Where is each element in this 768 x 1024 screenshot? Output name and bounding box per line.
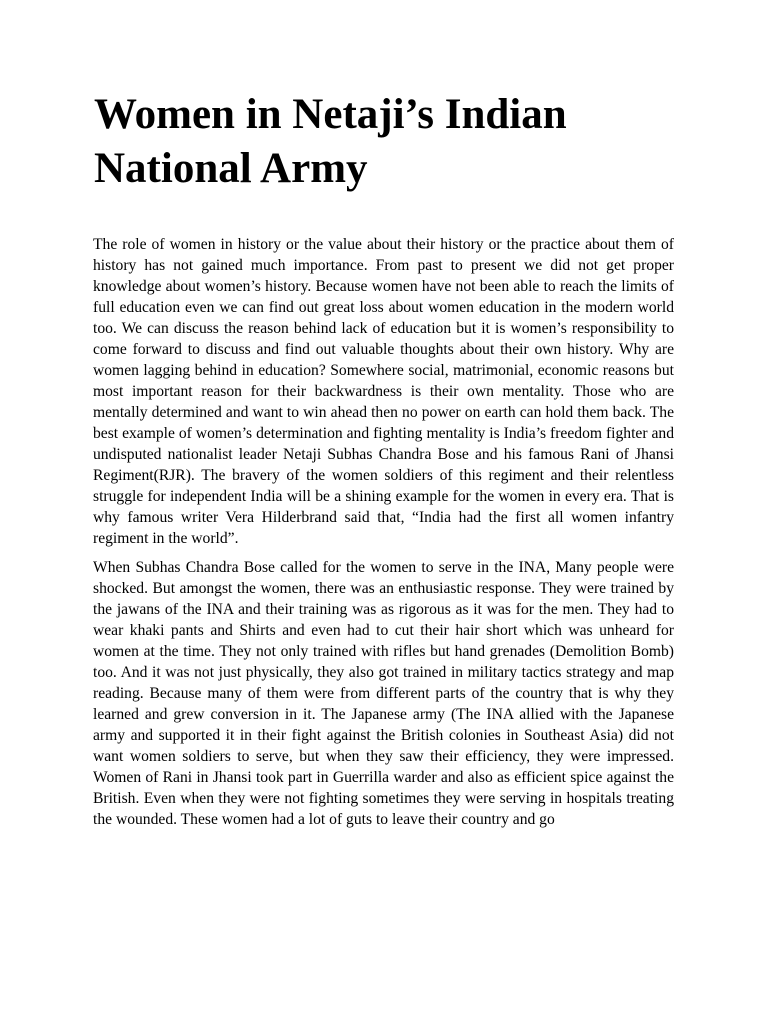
page-title: Women in Netaji’s Indian National Army [94, 91, 567, 192]
document-body [93, 234, 674, 838]
paragraph: When Subhas Chandra Bose called for the women to serve in the INA, Many people were shocked. But amongst the women, there was an enthusiastic response. They were trained by the jawans of the INA and their training was as rigorous as it was for the men. They had to wear khaki pants and Shirts and even had to cut their hair short which was unheard for women at the time. They not only trained with rifles but hand grenades (Demolition Bomb) too. And it was not just physically, they also got trained in military tactics strategy and map reading. Because many of them were from different parts of the country that is why they learned and grew conversion in it. The Japanese army (The INA allied with the Japanese army and supported it in their fight against the British colonies in Southeast Asia) did not want women soldiers to serve, but when they saw their efficiency, they were impressed. Women of Rani in Jhansi took part in Guerrilla warder and also as efficient spice against the British. Even when they were not fighting sometimes they were serving in hospitals treating the wounded. These women had a lot of guts to leave their country and go [93, 559, 674, 828]
paragraph: The role of women in history or the value about their history or the practice about them of history has not gained much importance. From past to present we did not get proper knowledge about women’s history. Because women have not been able to reach the limits of full education even we can find out great loss about women education in the modern world too. We can discuss the reason behind lack of education but it is women’s responsibility to come forward to discuss and find out valuable thoughts about their own history. Why are women lagging behind in education? Somewhere social, matrimonial, economic reasons but most important reason for their backwardness is their own mentality. Those who are mentally determined and want to win ahead then no power on earth can hold them back. The best example of women’s determination and fighting mentality is India’s freedom fighter and undisputed nationalist leader Netaji Subhas Chandra Bose and his famous Rani of Jhansi Regiment(RJR). The bravery of the women soldiers of this regiment and their relentless struggle for independent India will be a shining example for the women in every era. That is why famous writer Vera Hilderbrand said that, “India had the first all women infantry regiment in the world”. [93, 236, 674, 547]
